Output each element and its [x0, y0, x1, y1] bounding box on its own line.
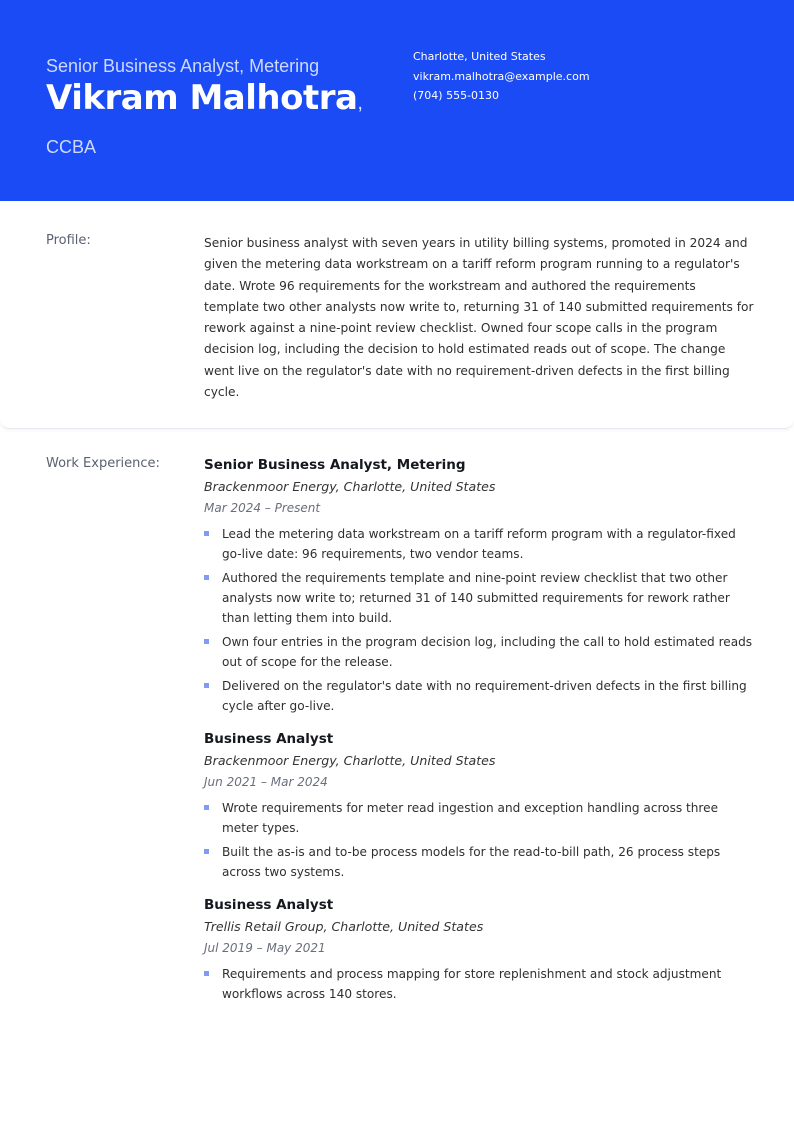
contact-block — [413, 47, 590, 106]
bullet-item — [204, 524, 754, 564]
bullet-text: Wrote requirements for meter read ingestion and exception handling across three meter types. — [222, 801, 719, 835]
job-bullets — [204, 524, 754, 716]
job-dates: Jun 2021 – Mar 2024 — [204, 775, 328, 789]
bullet-text: Authored the requirements template and nine-point review checklist that two other analysts now write to; returned 31 of 140 submitted requirements for rework rather than letting them into build. — [222, 571, 730, 625]
bullet-marker — [204, 805, 209, 810]
candidate-name: Vikram Malhotra — [46, 78, 358, 118]
profile-label: Profile: — [46, 233, 91, 248]
bullet-text: Lead the metering data workstream on a tariff reform program with a regulator-fixed go-live date: 96 requirements, two vendor teams. — [222, 527, 736, 561]
job-title: Business Analyst — [204, 897, 334, 913]
contact-phone: (704) 555-0130 — [413, 89, 500, 102]
job-dates: Mar 2024 – Present — [204, 501, 321, 515]
job-company: Brackenmoor Energy, Charlotte, United States — [204, 479, 496, 494]
job-company: Trellis Retail Group, Charlotte, United States — [204, 919, 484, 934]
job-title: Business Analyst — [204, 731, 334, 747]
bullet-item — [204, 568, 754, 628]
bullet-item — [204, 632, 754, 672]
contact-email: vikram.malhotra@example.com — [413, 69, 590, 83]
name-line — [46, 78, 363, 118]
name-comma: , — [357, 92, 363, 114]
resume-header — [0, 0, 794, 201]
bullet-marker — [204, 849, 209, 854]
bullet-item — [204, 676, 754, 716]
profile-section — [0, 201, 794, 429]
bullet-item — [204, 964, 754, 1004]
bullet-item — [204, 842, 754, 882]
job-title: Senior Business Analyst, Metering — [204, 457, 466, 473]
header-role: Senior Business Analyst, Metering — [46, 56, 320, 76]
bullet-text: Requirements and process mapping for store replenishment and stock adjustment workflows across 140 stores. — [222, 967, 722, 1001]
jobs-list — [204, 456, 754, 1018]
bullet-marker — [204, 971, 209, 976]
contact-location: Charlotte, United States — [413, 50, 546, 63]
credential: CCBA — [46, 137, 97, 157]
job-bullets — [204, 798, 754, 882]
bullet-marker — [204, 639, 209, 644]
bullet-marker — [204, 575, 209, 580]
job-entry — [204, 896, 754, 1004]
experience-label: Work Experience: — [46, 456, 160, 471]
bullet-marker — [204, 531, 209, 536]
job-dates: Jul 2019 – May 2021 — [204, 941, 326, 955]
job-entry — [204, 456, 754, 716]
bullet-text: Delivered on the regulator's date with no requirement-driven defects in the first billing cycle after go-live. — [222, 679, 747, 713]
job-company: Brackenmoor Energy, Charlotte, United States — [204, 753, 496, 768]
job-entry — [204, 730, 754, 882]
profile-text: Senior business analyst with seven years in utility billing systems, promoted in 2024 and given the metering data workstream on a tariff reform program running to a regulator's date. Wrote 96 requirements for the workstream and authored the requirements template two other analysts now write to, returning 31 of 140 submitted requirements for rework against a nine-point review checklist. Owned four scope calls in the program decision log, including the decision to hold estimated reads out of scope. The change went live on the regulator's date with no requirement-driven defects in the first billing cycle. — [204, 236, 754, 400]
bullet-text: Built the as-is and to-be process models for the read-to-bill path, 26 process steps across two systems. — [222, 845, 721, 879]
bullet-item — [204, 798, 754, 838]
job-bullets — [204, 964, 754, 1004]
bullet-text: Own four entries in the program decision log, including the call to hold estimated reads out of scope for the release. — [222, 635, 753, 669]
bullet-marker — [204, 683, 209, 688]
